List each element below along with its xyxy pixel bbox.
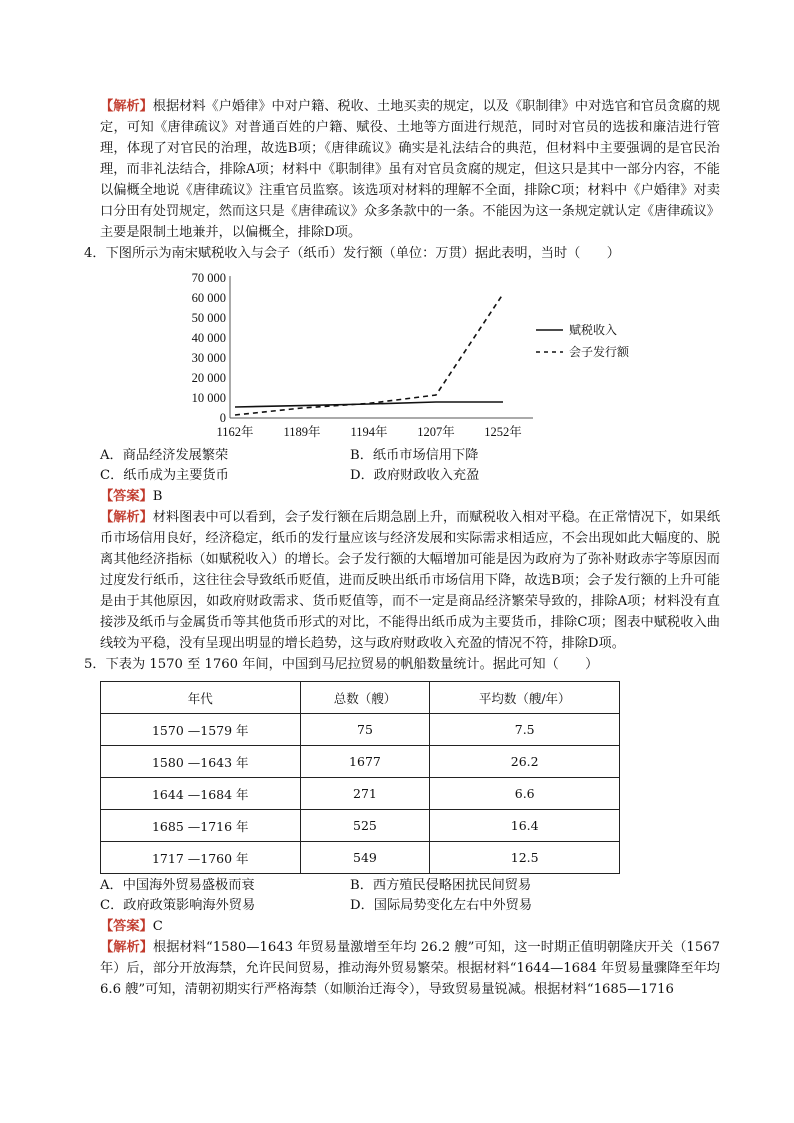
option-a: A．中国海外贸易盛极而衰: [100, 878, 255, 893]
series-line-huizi: [235, 294, 503, 415]
cell-total: 549: [300, 842, 430, 874]
page: [84, 96, 721, 1000]
header-total: 总数（艘）: [300, 682, 430, 714]
cell-average: 12.5: [430, 842, 620, 874]
table-row: [101, 778, 620, 810]
option-c: C．纸币成为主要货币: [100, 468, 229, 483]
y-tick-label: 20 000: [191, 371, 226, 385]
cell-era: 1570 —1579 年: [101, 714, 301, 746]
analysis-text: 根据材料“1580—1643 年贸易量激增至年均 26.2 艘”可知，这一时期正值明朝隆庆开关（1567年）后，部分开放海禁，允许民间贸易，推动海外贸易繁荣。根据材料“1644—1684 年贸易量骤降至年均 6.6 艘”可知，清朝初期实行严格海禁（如顺治迁海令），导致贸易量锐减。根据材料“1685—1716: [100, 940, 720, 997]
analysis-tag: 【解析】: [100, 940, 153, 955]
cell-total: 271: [300, 778, 430, 810]
q4-analysis: [100, 507, 720, 654]
q5-answer: [100, 916, 720, 937]
x-tick-label: 1194年: [350, 425, 388, 439]
y-tick-label: 60 000: [191, 291, 226, 305]
q4-stem: 4．下图所示为南宋赋税收入与会子（纸币）发行额（单位：万贯）据此表明，当时（ ）: [84, 246, 620, 261]
cell-average: 6.6: [430, 778, 620, 810]
y-tick-label: 50 000: [191, 311, 226, 325]
option-b: B．西方殖民侵略困扰民间贸易: [350, 878, 532, 893]
q3-analysis: [100, 96, 720, 243]
q4-options: [100, 446, 720, 486]
cell-era: 1580 —1643 年: [101, 746, 301, 778]
table-row: [101, 810, 620, 842]
x-tick-label: 1162年: [216, 425, 254, 439]
legend-label: 会子发行额: [569, 345, 630, 359]
y-tick-label: 70 000: [191, 271, 226, 285]
chart-svg: [178, 270, 678, 442]
legend-label: 赋税收入: [569, 323, 618, 337]
q4-answer: [100, 486, 720, 507]
y-tick-label: 30 000: [191, 351, 226, 365]
series-line-tax: [235, 402, 503, 407]
option-d: D．国际局势变化左右中外贸易: [350, 898, 533, 913]
answer-value: C: [152, 919, 163, 934]
answer-tag: 【答案】: [100, 919, 153, 934]
cell-total: 525: [300, 810, 430, 842]
option-b: B．纸币市场信用下降: [350, 448, 479, 463]
q4-line-chart: [178, 270, 678, 442]
x-tick-label: 1189年: [283, 425, 321, 439]
analysis-tag: 【解析】: [100, 510, 153, 525]
cell-average: 26.2: [430, 746, 620, 778]
cell-average: 7.5: [430, 714, 620, 746]
cell-era: 1685 —1716 年: [101, 810, 301, 842]
q5-options: [100, 876, 720, 916]
cell-era: 1717 —1760 年: [101, 842, 301, 874]
q5-table: [100, 681, 620, 874]
y-tick-label: 10 000: [191, 391, 226, 405]
y-tick-label: 40 000: [191, 331, 226, 345]
x-tick-label: 1207年: [417, 425, 455, 439]
table-row: [101, 842, 620, 874]
table-header-row: [101, 682, 620, 714]
option-c: C．政府政策影响海外贸易: [100, 898, 256, 913]
answer-tag: 【答案】: [100, 489, 153, 504]
analysis-text: 材料图表中可以看到，会子发行额在后期急剧上升，而赋税收入相对平稳。在正常情况下，如果纸币市场信用良好，经济稳定，纸币的发行量应该与经济发展和实际需求相适应，不会出现如此大幅度的、脱离其他经济指标（如赋税收入）的增长。会子发行额的大幅增加可能是因为政府为了弥补财政赤字等原因而过度发行纸币，这往往会导致纸币贬值，进而反映出纸币市场信用下降，故选B项；会子发行额的上升可能是由于其他原因，如政府财政需求、货币贬值等，而不一定是商品经济繁荣导致的，排除A项；材料没有直接涉及纸币与金属货币等其他货币形式的对比，不能得出纸币成为主要货币，排除C项；图表中赋税收入曲线较为平稳，没有呈现出明显的增长趋势，这与政府财政收入充盈的情况不符，排除D项。: [100, 510, 721, 651]
table-row: [101, 746, 620, 778]
answer-value: B: [152, 489, 163, 504]
analysis-tag: 【解析】: [100, 99, 153, 114]
option-d: D．政府财政收入充盈: [350, 468, 480, 483]
option-a: A．商品经济发展繁荣: [100, 448, 229, 463]
header-era: 年代: [101, 682, 301, 714]
x-tick-label: 1252年: [484, 425, 522, 439]
header-average: 平均数（艘/年）: [430, 682, 620, 714]
analysis-text: 根据材料《户婚律》中对户籍、税收、土地买卖的规定，以及《职制律》中对选官和官员贪腐的规定，可知《唐律疏议》对普通百姓的户籍、赋役、土地等方面进行规范，同时对官员的选拔和廉洁进行管理，体现了对官民的治理，故选B项；《唐律疏议》确实是礼法结合的典范，但材料中主要强调的是官民治理，而非礼法结合，排除A项；材料中《职制律》虽有对官员贪腐的规定，但这只是其中一部分内容，不能以偏概全地说《唐律疏议》注重官员监察。该选项对材料的理解不全面，排除C项；材料中《户婚律》对卖口分田有处罚规定，然而这只是《唐律疏议》众多条款中的一条。不能因为这一条规定就认定《唐律疏议》主要是限制土地兼并，以偏概全，排除D项。: [100, 99, 721, 240]
table-row: [101, 714, 620, 746]
cell-total: 1677: [300, 746, 430, 778]
y-tick-label: 0: [219, 411, 226, 425]
q5-stem: 5．下表为 1570 至 1760 年间，中国到马尼拉贸易的帆船数量统计。据此可知（ ）: [84, 657, 599, 672]
cell-era: 1644 —1684 年: [101, 778, 301, 810]
q5-analysis: [100, 937, 720, 1000]
cell-total: 75: [300, 714, 430, 746]
cell-average: 16.4: [430, 810, 620, 842]
